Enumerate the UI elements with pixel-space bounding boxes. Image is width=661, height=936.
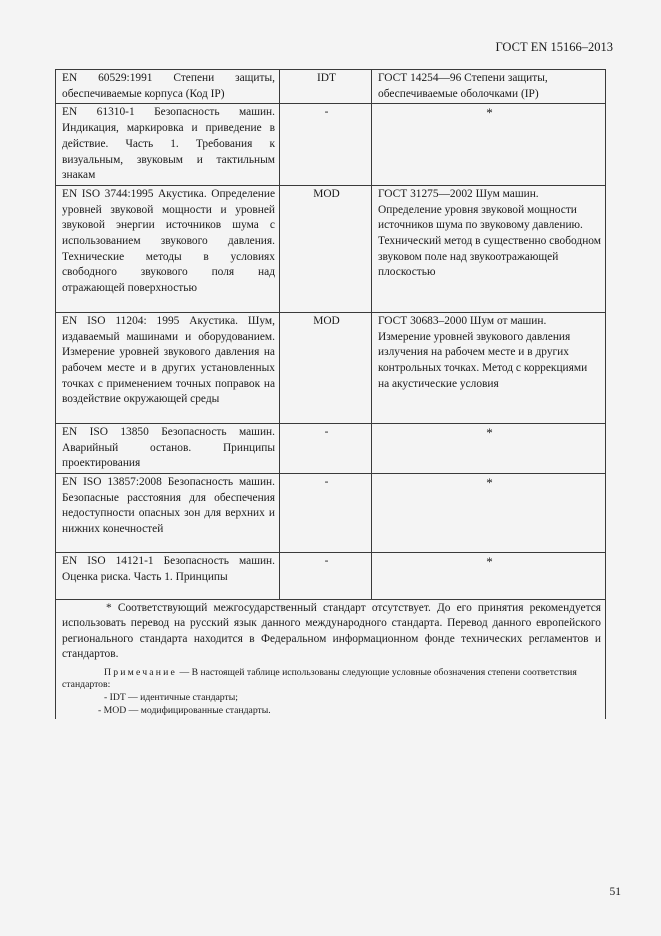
international-standard-cell: EN 61310-1 Безопасность машин. Индикация, маркировка и приведение в действие. Часть 1. Требования к визуальным, звуковым и тактильным знакам: [56, 104, 280, 186]
table-row: [56, 312, 606, 423]
table-row: [56, 474, 606, 553]
table-footnote: * Соответствующий межгосударственный стандарт отсутствует. До его принятия рекомендуется использовать перевод на русский язык данного международного стандарта. Перевод данного европейского регионального стандарта находится в Федеральном информационном фонде технических регламентов и стандартов.: [62, 602, 601, 661]
international-standard-cell: EN ISO 11204: 1995 Акустика. Шум, издаваемый машинами и оборудованием. Измерение уровней звукового давления на рабочем месте и в других установленных точках с применением точных поправок на воздействие окружающей среды: [56, 312, 280, 423]
conformity-degree-cell: -: [280, 104, 372, 186]
standards-table: [55, 69, 606, 719]
legend-item-idt: - IDT — идентичные стандарты;: [104, 692, 238, 704]
interstate-standard-cell: ГОСТ 14254—96 Степени защиты, обеспечиваемые оболочками (IP): [372, 70, 606, 104]
table-notes-row: [56, 600, 606, 719]
table-row: [56, 553, 606, 600]
remark-text: — В настоящей таблице использованы следующие условные обозначения степени соответствия стандартов:: [62, 666, 577, 691]
international-standard-cell: EN ISO 13850 Безопасность машин. Аварийный останов. Принципы проектирования: [56, 423, 280, 473]
remark-label: Примечание: [104, 666, 178, 678]
conformity-degree-cell: -: [280, 474, 372, 553]
interstate-standard-cell: ГОСТ 31275—2002 Шум машин. Определение уровня звуковой мощности источников шума по звуковому давлению. Технический метод в существенно свободном звуковом поле над звукоотражающей плоскостью: [372, 185, 606, 312]
international-standard-cell: EN ISO 13857:2008 Безопасность машин. Безопасные расстояния для обеспечения недоступности опасных зон для верхних и нижних конечностей: [56, 474, 280, 553]
interstate-standard-cell: *: [372, 474, 606, 553]
table-remark: [62, 667, 601, 693]
international-standard-cell: EN ISO 14121-1 Безопасность машин. Оценка риска. Часть 1. Принципы: [56, 553, 280, 600]
table-row: [56, 185, 606, 312]
interstate-standard-cell: *: [372, 104, 606, 186]
page-number: 51: [609, 886, 621, 898]
table-notes-cell: [56, 600, 606, 719]
interstate-standard-cell: *: [372, 423, 606, 473]
conformity-degree-cell: -: [280, 423, 372, 473]
interstate-standard-cell: *: [372, 553, 606, 600]
table-row: [56, 70, 606, 104]
table-row: [56, 104, 606, 186]
international-standard-cell: EN ISO 3744:1995 Акустика. Определение уровней звуковой мощности и уровней звуковой энергии источников шума с использованием звукового давления. Технические методы в условиях свободного звукового поля над отражающей поверхностью: [56, 185, 280, 312]
legend-item-mod: - MOD — модифицированные стандарты.: [98, 705, 271, 717]
conformity-degree-cell: MOD: [280, 185, 372, 312]
table-row: [56, 423, 606, 473]
conformity-degree-cell: MOD: [280, 312, 372, 423]
conformity-degree-cell: -: [280, 553, 372, 600]
interstate-standard-cell: ГОСТ 30683–2000 Шум от машин. Измерение уровней звукового давления излучения на рабочем месте и в других контрольных точках. Метод с коррекциями на акустические условия: [372, 312, 606, 423]
conformity-degree-cell: IDT: [280, 70, 372, 104]
international-standard-cell: EN 60529:1991 Степени защиты, обеспечиваемые корпуса (Код IP): [56, 70, 280, 104]
document-header: ГОСТ EN 15166–2013: [495, 40, 613, 54]
